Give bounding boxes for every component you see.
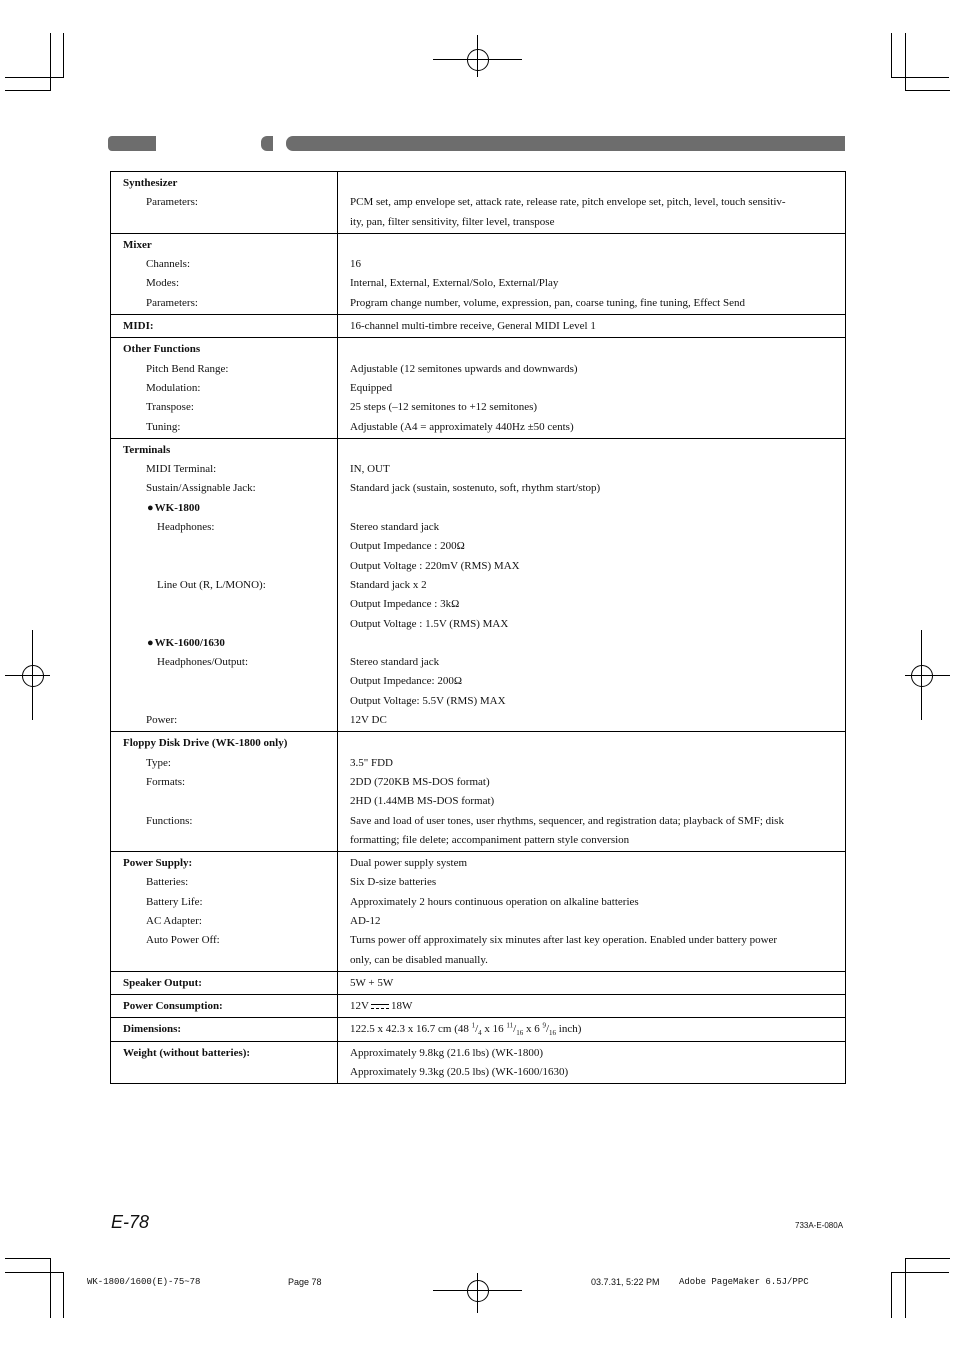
spec-label: Auto Power Off: [146, 934, 220, 947]
specifications-table [110, 171, 846, 1084]
table-row [111, 438, 846, 731]
dc-symbol-icon [371, 1004, 389, 1010]
spec-value: 25 steps (–12 semitones to +12 semitones) [350, 401, 538, 414]
spec-label: ●WK-1600/1630 [147, 636, 225, 649]
spec-label: Type: [146, 756, 171, 769]
spec-value: AD-12 [350, 914, 381, 927]
footer-file-name: WK-1800/1600(E)-75~78 [87, 1277, 201, 1287]
spec-value: Output Impedance : 3kΩ [350, 598, 460, 611]
spec-label: Parameters: [146, 196, 198, 209]
spec-value: Adjustable (A4 = approximately 440Hz ±50 cents) [350, 420, 574, 433]
table-row [111, 852, 846, 972]
power-consumption-label: Power Consumption: [123, 1000, 223, 1013]
spec-label: Power Supply: [123, 857, 193, 870]
footer-date: 03.7.31, 5:22 PM [591, 1277, 660, 1287]
document-code: 733A-E-080A [795, 1221, 844, 1230]
table-row [111, 732, 846, 852]
spec-label: AC Adapter: [146, 914, 202, 927]
spec-value: Save and load of user tones, user rhythms, sequencer, and registration data; playback of SMF; disk [350, 814, 784, 827]
weight-label: Weight (without batteries): [123, 1046, 251, 1059]
spec-value: Standard jack (sustain, sostenuto, soft, rhythm start/stop) [350, 482, 601, 495]
spec-label: Parameters: [146, 296, 198, 309]
spec-label: ●WK-1800 [147, 501, 200, 514]
spec-label: Other Functions [123, 343, 201, 356]
spec-value: Output Impedance : 200Ω [350, 540, 465, 553]
spec-value: PCM set, amp envelope set, attack rate, release rate, pitch envelope set, pitch, level, touch sensitiv- [350, 196, 786, 209]
bullet-icon: ● [147, 636, 154, 649]
footer-page: Page 78 [288, 1277, 322, 1287]
dimensions-label: Dimensions: [123, 1023, 182, 1036]
table-row [111, 315, 846, 338]
spec-value: Six D-size batteries [350, 876, 437, 889]
spec-value: 3.5" FDD [350, 756, 393, 769]
footer-application: Adobe PageMaker 6.5J/PPC [679, 1277, 809, 1287]
spec-label: Headphones/Output: [157, 656, 249, 669]
spec-label: Modulation: [146, 381, 201, 394]
spec-label: Channels: [146, 258, 190, 271]
table-row [111, 338, 846, 438]
spec-value: Standard jack x 2 [350, 578, 427, 591]
spec-value: only, can be disabled manually. [350, 953, 488, 966]
spec-value: Equipped [350, 381, 393, 394]
spec-label: Floppy Disk Drive (WK-1800 only) [123, 737, 288, 750]
spec-value: 2HD (1.44MB MS-DOS format) [350, 795, 495, 808]
spec-label: Battery Life: [146, 895, 203, 908]
table-row [111, 172, 846, 234]
spec-value: Output Voltage : 220mV (RMS) MAX [350, 559, 520, 572]
spec-label: MIDI: [123, 320, 154, 333]
spec-value: Stereo standard jack [350, 656, 440, 669]
spec-value: 5W + 5W [350, 976, 394, 989]
weight-value-2: Approximately 9.3kg (20.5 lbs) (WK-1600/1630) [350, 1066, 569, 1079]
weight-value-1: Approximately 9.8kg (21.6 lbs) (WK-1800) [350, 1046, 544, 1059]
spec-value: Approximately 2 hours continuous operation on alkaline batteries [350, 895, 639, 908]
spec-value: Internal, External, External/Solo, External/Play [350, 277, 559, 290]
spec-label: MIDI Terminal: [146, 463, 217, 476]
spec-label: Headphones: [157, 521, 215, 534]
spec-value: Dual power supply system [350, 857, 468, 870]
spec-label: Line Out (R, L/MONO): [157, 578, 266, 591]
spec-label: Sustain/Assignable Jack: [146, 482, 256, 495]
spec-label: Modes: [146, 277, 179, 290]
spec-label: Batteries: [146, 876, 189, 889]
table-row [111, 1041, 846, 1084]
header-banner [108, 136, 845, 151]
spec-value: IN, OUT [350, 463, 390, 476]
spec-value: Stereo standard jack [350, 521, 440, 534]
spec-value: 16 [350, 258, 361, 271]
spec-label: Tuning: [146, 420, 181, 433]
spec-value: 2DD (720KB MS-DOS format) [350, 775, 490, 788]
spec-value: 16-channel multi-timbre receive, General MIDI Level 1 [350, 320, 596, 333]
dimensions-value: 122.5 x 42.3 x 16.7 cm (48 $^1/_4$ x 16 $^{11}/_{16}$ x 6 $^9/_{16}$ inch) [350, 1021, 582, 1038]
bullet-icon: ● [147, 501, 154, 514]
spec-value: Output Impedance: 200Ω [350, 675, 463, 688]
spec-label: Power: [146, 714, 178, 727]
table-row [111, 971, 846, 994]
spec-label: Transpose: [146, 401, 194, 414]
spec-label: Pitch Bend Range: [146, 362, 229, 375]
spec-label: Speaker Output: [123, 976, 202, 989]
spec-value: formatting; file delete; accompaniment pattern style conversion [350, 833, 630, 846]
spec-label: Formats: [146, 775, 186, 788]
spec-value: Output Voltage : 1.5V (RMS) MAX [350, 617, 509, 630]
power-consumption-value: 12V 18W [350, 1000, 413, 1013]
spec-value: ity, pan, filter sensitivity, filter level, transpose [350, 215, 555, 228]
spec-value: Program change number, volume, expression, pan, coarse tuning, fine tuning, Effect Send [350, 296, 745, 309]
spec-label: Synthesizer [123, 177, 178, 189]
spec-value: Turns power off approximately six minutes after last key operation. Enabled under battery power [350, 934, 778, 947]
spec-label: Functions: [146, 814, 193, 827]
spec-value: Adjustable (12 semitones upwards and downwards) [350, 362, 578, 375]
table-row [111, 233, 846, 314]
spec-value: Output Voltage: 5.5V (RMS) MAX [350, 694, 506, 707]
table-row [111, 995, 846, 1018]
spec-label: Terminals [123, 443, 171, 456]
spec-value: 12V DC [350, 714, 387, 727]
table-row [111, 1018, 846, 1041]
page-number: E-78 [111, 1212, 150, 1232]
spec-label: Mixer [123, 238, 152, 251]
